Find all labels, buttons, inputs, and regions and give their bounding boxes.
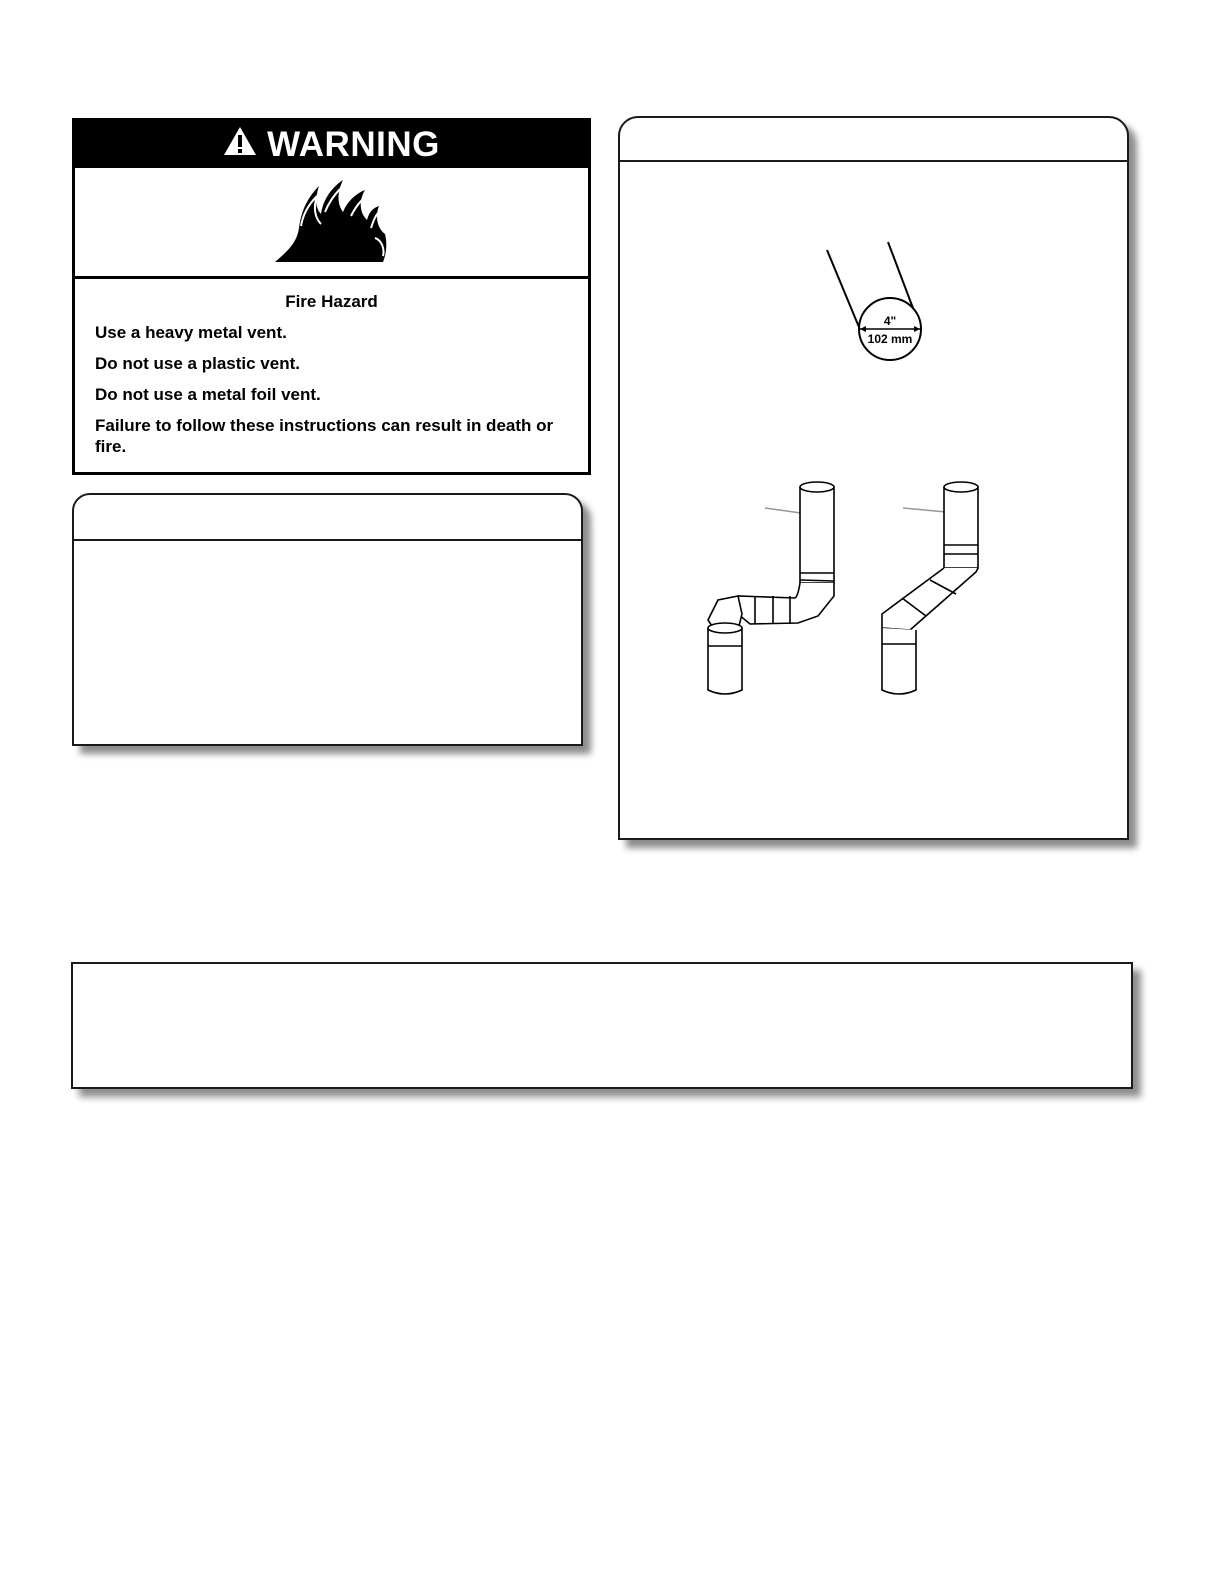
warning-header (75, 121, 588, 168)
warning-line: Failure to follow these instructions can result in death or fire. (95, 416, 554, 456)
diameter-imperial-label: 4" (883, 314, 897, 328)
warning-line: Use a heavy metal vent. (95, 323, 287, 342)
warning-signal-word: WARNING (267, 124, 440, 164)
warning-message (75, 279, 588, 472)
warning-line: Do not use a metal foil vent. (95, 385, 321, 404)
alert-triangle-icon (223, 125, 257, 165)
vent-elbow-diagram-1 (708, 482, 834, 694)
info-panel-bottom (71, 962, 1133, 1089)
fire-pictogram (75, 168, 588, 279)
hazard-title: Fire Hazard (285, 292, 378, 311)
fire-hazard-warning-label (72, 118, 591, 475)
fire-flame-icon (75, 168, 588, 276)
vent-illustration-panel (618, 116, 1129, 840)
warning-line: Do not use a plastic vent. (95, 354, 300, 373)
panel-divider (74, 539, 581, 541)
diameter-metric-label: 102 mm (867, 332, 913, 346)
info-panel-left (72, 493, 583, 746)
vent-diameter-diagram (827, 242, 921, 360)
vent-elbow-diagram-2 (882, 482, 978, 694)
vent-diagrams (620, 118, 1127, 838)
